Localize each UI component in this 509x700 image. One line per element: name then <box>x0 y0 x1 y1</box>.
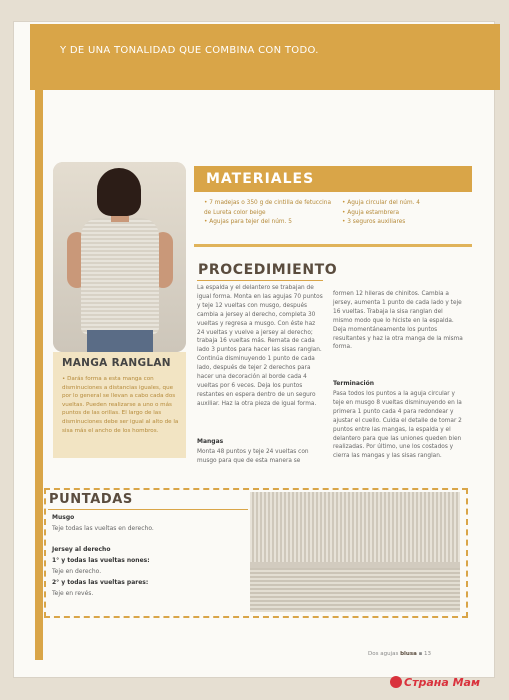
material-item: • Agujas para tejer del núm. 5 <box>204 218 336 228</box>
footer-prefix: Dos agujas <box>368 651 399 657</box>
nones-text: Teje en derecho. <box>52 568 102 575</box>
procedimiento-rule <box>197 280 323 281</box>
procedimiento-column-1: La espalda y el delantero se trabajan de igual forma. Monta en las agujas 70 puntos y teje 12 vueltas con musgo, después cambia a jersey al derecho, completa 30 vueltas y regresa a musgo. Con éste haz 24 vueltas y vuelve a jersey al derecho; trabaja 16 vueltas más. Remata de cada lado 3 puntos para hacer las sisas ranglan. Continúa disminuyendo 1 punto de cada lado, después de tejer 2 derechos para hacer una decoración al borde cada 4 vueltas por 6 veces. Deja los puntos restantes en espera dentro de un seguro auxiliar. Haz la otra pieza de igual forma. <box>197 285 323 407</box>
procedimiento-column-2: formen 12 hileras de chinitos. Cambia a jersey, aumenta 1 punto de cada lado y teje 16 vueltas. Trabaja la sisa ranglan del mismo modo que lo hiciste en la espalda. Deja momentáneamente los puntos resultantes y haz la otra manga de la misma forma. <box>333 291 463 351</box>
pares-text: Teje en revés. <box>52 590 94 597</box>
pares-label: 2° y todas las vueltas pares: <box>52 579 149 586</box>
footer-separator: ▪ <box>418 651 423 657</box>
materiales-list-left <box>204 199 336 228</box>
puntadas-rule <box>48 509 248 510</box>
mangas-text: Monta 48 puntos y teje 24 vueltas con musgo para que de esta manera se <box>197 449 309 464</box>
header-bar <box>30 24 500 90</box>
manga-text: • Darás forma a esta manga con disminuciones a distancias iguales, que por lo general se llevan a cabo cada dos vueltas. Pueden realizarse a uno o más puntos de las orillas. El largo de las disminuciones debe ser igual al alto de la sisa más el ancho de los hombros. <box>62 376 179 434</box>
musgo-text: Teje todas las vueltas en derecho. <box>52 525 154 532</box>
manga-title: MANGA RANGLAN <box>62 357 171 369</box>
jersey-label: Jersey al derecho <box>52 546 111 553</box>
material-item: • 3 seguros auxiliares <box>342 218 462 228</box>
materiales-title: MATERIALES <box>206 171 315 187</box>
procedimiento-title: PROCEDIMIENTO <box>198 262 338 278</box>
materiales-divider <box>194 244 472 247</box>
page-number: 13 <box>424 651 432 657</box>
terminacion-heading: Terminación <box>333 380 374 387</box>
puntadas-title: PUNTADAS <box>49 492 133 507</box>
materiales-list-right <box>342 199 462 228</box>
footer-word: blusa <box>400 651 417 657</box>
watermark-text: Страна Мам <box>404 676 480 689</box>
page-footer <box>368 651 431 657</box>
material-item: • Aguja estambrera <box>342 209 462 219</box>
nones-label: 1° y todas las vueltas nones: <box>52 557 150 564</box>
terminacion-text: Pasa todos los puntos a la aguja circular y teje en musgo 8 vueltas disminuyendo en la primera 1 punto cada 4 para redondear y ajustar el cuello. Cuida el detalle de tomar 2 puntos entre las mangas, la espalda y el delantero para que las uniones queden bien realizadas. Por último, une los costados y cierra las mangas y las sisas ranglan. <box>333 391 462 460</box>
knit-swatch-photo <box>250 492 460 612</box>
left-accent-strip <box>35 90 43 660</box>
musgo-label: Musgo <box>52 514 75 521</box>
watermark-logo <box>390 676 402 688</box>
header-subtitle: Y DE UNA TONALIDAD QUE COMBINA CON TODO. <box>60 45 319 56</box>
model-photo <box>53 162 186 352</box>
mangas-heading: Mangas <box>197 438 224 445</box>
material-item: • 7 madejas o 350 g de cintilla de fetuccina de Lureta color beige <box>204 199 336 218</box>
material-item: • Aguja circular del núm. 4 <box>342 199 462 209</box>
